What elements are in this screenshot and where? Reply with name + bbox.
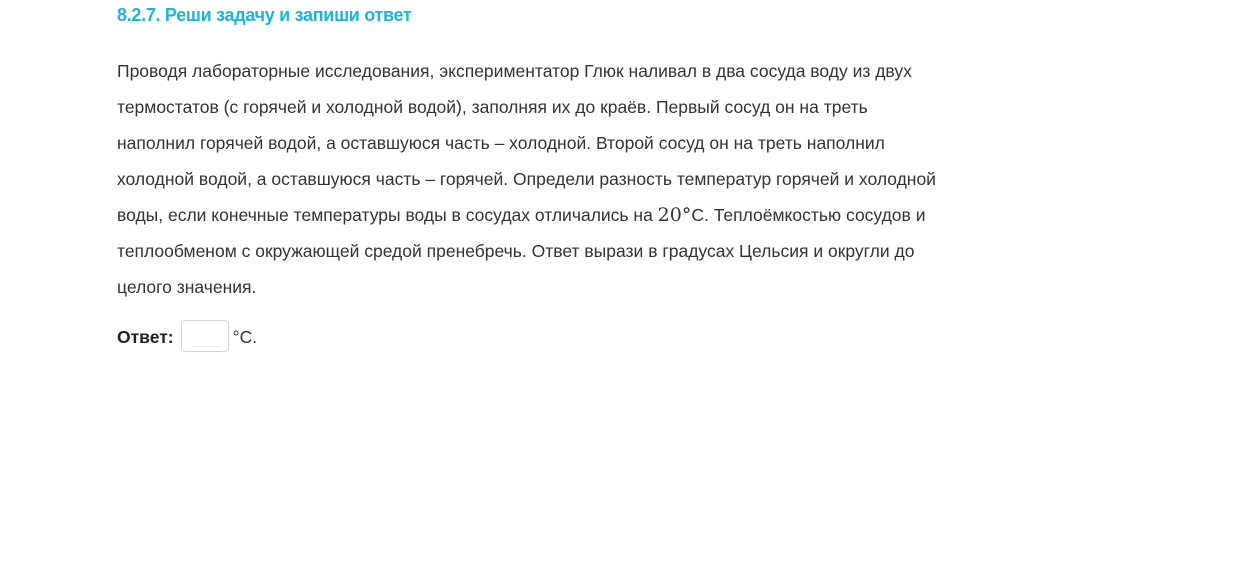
task-title: 8.2.7. Реши задачу и запиши ответ	[117, 5, 412, 25]
temperature-value: 20°	[657, 204, 692, 226]
task-text-part1: Проводя лабораторные исследования, экспериментатор Глюк наливал в два сосуда воду из двух термостатов (с горячей и холодной водой), заполняя их до краёв. Первый сосуд он на треть наполнил горячей водой, а оставшуюся часть – холодной. Второй сосуд он на треть наполнил холодной водой, а оставшуюся часть – горячей. Определи разность температур горячей и холодной воды, если конечные температуры воды в сосудах отличались на	[117, 61, 936, 225]
answer-input[interactable]	[181, 320, 229, 352]
answer-label: Ответ:	[117, 326, 174, 347]
answer-unit: °C.	[232, 326, 258, 347]
task-text-part2: C. Теплоёмкостью сосудов и теплообменом с окружающей средой пренебречь. Ответ вырази в градусах Цельсия и округли до целого значения.	[117, 205, 926, 297]
task-block	[117, 0, 947, 354]
answer-input-wrapper	[181, 320, 231, 354]
answer-row	[117, 320, 947, 354]
task-text	[117, 53, 947, 305]
